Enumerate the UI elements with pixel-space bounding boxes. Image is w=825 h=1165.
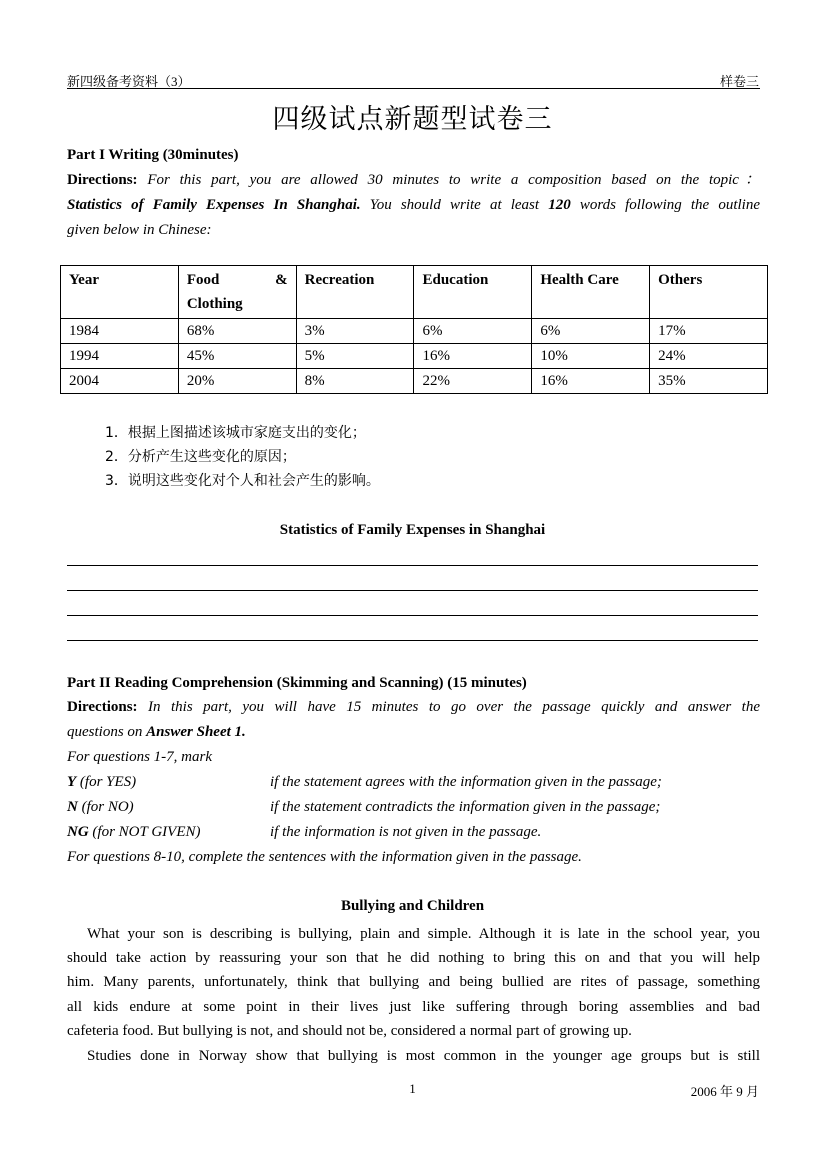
header-health-care: Health Care — [532, 266, 650, 319]
mark-label: (for NOT GIVEN) — [88, 824, 201, 840]
directions-end: words following the outline — [570, 197, 760, 213]
part1-directions-line1 — [67, 168, 760, 193]
mark-code: N — [67, 799, 78, 815]
table-cell: 68% — [178, 319, 296, 344]
mark-code: NG — [67, 824, 89, 840]
table-cell: 3% — [296, 319, 414, 344]
mark-label: (for NO) — [77, 799, 134, 815]
header-rule — [67, 88, 760, 89]
header-right: 样卷三 — [719, 74, 759, 89]
passage-line: Studies done in Norway show that bullying is most common in the younger age groups but is still — [87, 1048, 760, 1064]
writing-line[interactable] — [67, 640, 758, 641]
header-food: Food — [186, 272, 220, 288]
mark-desc: if the information is not given in the passage. — [270, 824, 542, 840]
table-cell: 5% — [296, 344, 414, 369]
footer-date: 2006 年 9 月 — [690, 1084, 759, 1099]
mark-row-not-given — [67, 820, 760, 845]
table-cell: 16% — [414, 344, 532, 369]
table-cell: 24% — [650, 344, 768, 369]
passage-line: all kids endure at some point in their lives just like suffering through boring assemblies and bad — [67, 999, 760, 1015]
part2-heading: Part II Reading Comprehension (Skimming and Scanning) (15 minutes) — [67, 675, 527, 691]
table-cell: 1994 — [61, 344, 179, 369]
table-cell: 6% — [532, 319, 650, 344]
part1-directions-line3: given below in Chinese: — [67, 222, 212, 238]
writing-line[interactable] — [67, 565, 758, 566]
table-cell: 6% — [414, 319, 532, 344]
header-others: Others — [650, 266, 768, 319]
part2-directions-line2 — [67, 720, 760, 745]
passage-line: should take action by reassuring your son that he did nothing to bring this on and that you will help — [67, 950, 760, 966]
answer-sheet: Answer Sheet 1. — [146, 724, 246, 740]
passage-line: him. Many parents, unfortunately, think that bullying and being bullied are rites of passage, something — [67, 974, 760, 990]
table-cell: 45% — [178, 344, 296, 369]
part1-heading: Part I Writing (30minutes) — [67, 147, 239, 163]
directions-mid: You should write at least — [360, 197, 549, 213]
directions-text: For this part, you are allowed 30 minutes to write a composition based on the topic： — [147, 172, 760, 188]
directions-label: Directions: — [67, 699, 138, 715]
passage-line: What your son is describing is bullying, plain and simple. Although it is late in the school year, you — [87, 926, 760, 942]
mark-desc: if the statement agrees with the information given in the passage; — [270, 774, 662, 790]
header-year: Year — [61, 266, 179, 319]
table-cell: 10% — [532, 344, 650, 369]
outline-item-3: 3．说明这些变化对个人和社会产生的影响。 — [105, 473, 380, 489]
expenses-table — [60, 265, 768, 394]
header-left: 新四级备考资料（3） — [67, 74, 191, 89]
part1-directions-line2 — [67, 193, 760, 218]
composition-title: Statistics of Family Expenses in Shanghai — [279, 522, 546, 538]
table-cell: 16% — [532, 369, 650, 394]
table-row — [61, 344, 768, 369]
writing-line[interactable] — [67, 590, 758, 591]
part2-directions-line1 — [67, 695, 760, 720]
header-education: Education — [414, 266, 532, 319]
directions-pre: questions on — [67, 724, 147, 740]
header-clothing: Clothing — [186, 296, 243, 312]
passage-title: Bullying and Children — [340, 898, 485, 914]
directions-label: Directions: — [67, 172, 138, 188]
table-cell: 17% — [650, 319, 768, 344]
word-count: 120 — [548, 197, 571, 213]
table-cell: 20% — [178, 369, 296, 394]
table-header-row — [61, 266, 768, 319]
table-row — [61, 369, 768, 394]
table-cell: 1984 — [61, 319, 179, 344]
questions-intro: For questions 1-7, mark — [67, 749, 212, 765]
writing-topic: Statistics of Family Expenses In Shanghai. — [67, 197, 361, 213]
table-cell: 22% — [414, 369, 532, 394]
header-ampersand: & — [275, 272, 288, 288]
header-recreation: Recreation — [296, 266, 414, 319]
outline-item-2: 2．分析产生这些变化的原因； — [105, 449, 296, 465]
page-number: 1 — [409, 1081, 416, 1096]
questions-8-10: For questions 8-10, complete the sentences with the information given in the passage. — [67, 849, 582, 865]
mark-label: (for YES) — [76, 774, 137, 790]
writing-line[interactable] — [67, 615, 758, 616]
table-cell: 8% — [296, 369, 414, 394]
page-title: 四级试点新题型试卷三 — [272, 104, 553, 135]
mark-desc: if the statement contradicts the information given in the passage; — [270, 799, 661, 815]
mark-row-yes — [67, 770, 760, 795]
mark-row-no — [67, 795, 760, 820]
table-cell: 2004 — [61, 369, 179, 394]
passage-line: cafeteria food. But bullying is not, and should not be, considered a normal part of growing up. — [67, 1023, 632, 1039]
header-food-clothing — [178, 266, 296, 319]
mark-code: Y — [67, 774, 77, 790]
table-row — [61, 319, 768, 344]
directions-text: In this part, you will have 15 minutes to go over the passage quickly and answer the — [148, 699, 761, 715]
outline-item-1: 1．根据上图描述该城市家庭支出的变化； — [105, 425, 366, 441]
table-cell: 35% — [650, 369, 768, 394]
